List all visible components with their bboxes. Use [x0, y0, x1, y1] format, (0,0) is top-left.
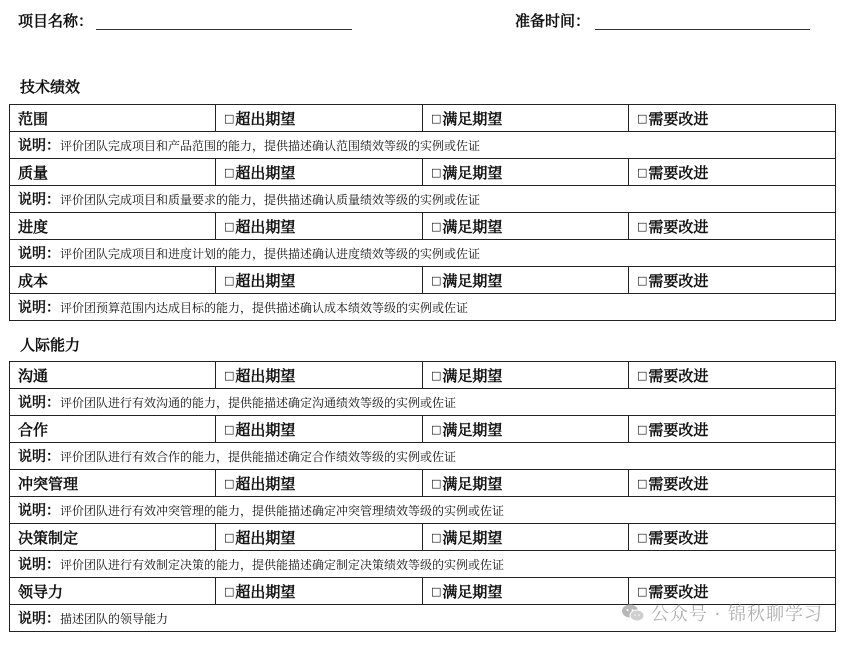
- option-label: 需要改进: [648, 366, 709, 385]
- option-cell: [423, 578, 629, 605]
- project-name-field[interactable]: [96, 29, 352, 30]
- criterion-name-text: 进度: [18, 217, 49, 236]
- description-prefix: 说明：: [18, 395, 60, 411]
- option-cell: [423, 213, 629, 240]
- description-prefix: 说明：: [18, 246, 60, 262]
- meet-expectation-checkbox[interactable]: [431, 473, 502, 494]
- checkbox-icon: □: [431, 368, 442, 382]
- needs-improvement-checkbox[interactable]: [637, 216, 708, 237]
- option-cell: [216, 213, 423, 240]
- checkbox-icon: □: [431, 219, 442, 233]
- rating-row: [10, 362, 836, 389]
- description-cell: [10, 389, 836, 416]
- exceed-expectation-checkbox[interactable]: [224, 216, 295, 237]
- needs-improvement-checkbox[interactable]: [637, 473, 708, 494]
- option-cell: [216, 470, 423, 497]
- description-prefix: 说明：: [18, 611, 60, 627]
- checkbox-icon: □: [637, 368, 648, 382]
- option-cell: [423, 524, 629, 551]
- meet-expectation-checkbox[interactable]: [431, 365, 502, 386]
- needs-improvement-checkbox[interactable]: [637, 162, 708, 183]
- prep-time-label: 准备时间：: [515, 12, 591, 30]
- needs-improvement-checkbox[interactable]: [637, 365, 708, 386]
- needs-improvement-checkbox[interactable]: [637, 581, 708, 602]
- criterion-name-text: 成本: [18, 271, 49, 290]
- description-row: [10, 551, 836, 578]
- meet-expectation-checkbox[interactable]: [431, 216, 502, 237]
- option-label: 需要改进: [648, 109, 709, 128]
- needs-improvement-checkbox[interactable]: [637, 419, 708, 440]
- option-label: 满足期望: [442, 474, 503, 493]
- meet-expectation-checkbox[interactable]: [431, 162, 502, 183]
- option-label: 满足期望: [442, 528, 503, 547]
- criterion-name: [10, 470, 216, 497]
- rating-row: [10, 470, 836, 497]
- option-label: 超出期望: [235, 163, 296, 182]
- description-row: [10, 186, 836, 213]
- description-cell: [10, 186, 836, 213]
- description-text: 评价团队完成项目和产品范围的能力，提供描述确认范围绩效等级的实例或佐证: [60, 139, 481, 153]
- criterion-name-text: 质量: [18, 163, 49, 182]
- option-label: 需要改进: [648, 528, 709, 547]
- option-cell: [216, 159, 423, 186]
- exceed-expectation-checkbox[interactable]: [224, 162, 295, 183]
- meet-expectation-checkbox[interactable]: [431, 108, 502, 129]
- option-cell: [629, 267, 836, 294]
- option-cell: [423, 267, 629, 294]
- meet-expectation-checkbox[interactable]: [431, 270, 502, 291]
- checkbox-icon: □: [637, 273, 648, 287]
- criterion-name: [10, 524, 216, 551]
- checkbox-icon: □: [637, 111, 648, 125]
- option-cell: [423, 362, 629, 389]
- meet-expectation-checkbox[interactable]: [431, 581, 502, 602]
- criterion-name: [10, 416, 216, 443]
- description-text: 评价团队进行有效制定决策的能力，提供能描述确定制定决策绩效等级的实例或佐证: [60, 558, 505, 572]
- checkbox-icon: □: [637, 476, 648, 490]
- description-cell: [10, 551, 836, 578]
- criterion-name-text: 沟通: [18, 366, 49, 385]
- exceed-expectation-checkbox[interactable]: [224, 108, 295, 129]
- option-label: 超出期望: [235, 271, 296, 290]
- description-row: [10, 294, 836, 321]
- description-row: [10, 443, 836, 470]
- description-text: 评价团队进行有效冲突管理的能力，提供能描述确定冲突管理绩效等级的实例或佐证: [60, 504, 505, 518]
- checkbox-icon: □: [431, 584, 442, 598]
- option-label: 满足期望: [442, 217, 503, 236]
- description-cell: [10, 240, 836, 267]
- option-cell: [216, 105, 423, 132]
- section-title-interpersonal: 人际能力: [20, 336, 81, 354]
- checkbox-icon: □: [431, 165, 442, 179]
- checkbox-icon: □: [637, 530, 648, 544]
- option-label: 需要改进: [648, 582, 709, 601]
- needs-improvement-checkbox[interactable]: [637, 108, 708, 129]
- description-text: 评价团队完成项目和质量要求的能力，提供描述确认质量绩效等级的实例或佐证: [60, 193, 481, 207]
- option-label: 超出期望: [235, 217, 296, 236]
- checkbox-icon: □: [431, 111, 442, 125]
- description-prefix: 说明：: [18, 300, 60, 316]
- option-cell: [216, 362, 423, 389]
- description-row: [10, 497, 836, 524]
- option-cell: [423, 470, 629, 497]
- description-cell: [10, 497, 836, 524]
- option-label: 需要改进: [648, 217, 709, 236]
- description-prefix: 说明：: [18, 192, 60, 208]
- checkbox-icon: □: [637, 584, 648, 598]
- checkbox-icon: □: [224, 111, 235, 125]
- option-label: 超出期望: [235, 420, 296, 439]
- meet-expectation-checkbox[interactable]: [431, 527, 502, 548]
- checkbox-icon: □: [224, 584, 235, 598]
- description-text: 评价团预算范围内达成目标的能力，提供描述确认成本绩效等级的实例或佐证: [60, 301, 469, 315]
- exceed-expectation-checkbox[interactable]: [224, 365, 295, 386]
- option-label: 满足期望: [442, 271, 503, 290]
- option-label: 需要改进: [648, 420, 709, 439]
- checkbox-icon: □: [224, 422, 235, 436]
- rating-row: [10, 524, 836, 551]
- description-text: 评价团队完成项目和进度计划的能力，提供描述确认进度绩效等级的实例或佐证: [60, 247, 481, 261]
- criterion-name: [10, 213, 216, 240]
- option-cell: [423, 105, 629, 132]
- checkbox-icon: □: [637, 165, 648, 179]
- option-cell: [629, 213, 836, 240]
- description-row: [10, 132, 836, 159]
- needs-improvement-checkbox[interactable]: [637, 270, 708, 291]
- checkbox-icon: □: [224, 219, 235, 233]
- checkbox-icon: □: [637, 219, 648, 233]
- exceed-expectation-checkbox[interactable]: [224, 270, 295, 291]
- prep-time-field[interactable]: [595, 29, 810, 30]
- description-row: [10, 240, 836, 267]
- criterion-name-text: 领导力: [18, 582, 64, 601]
- checkbox-icon: □: [431, 530, 442, 544]
- option-cell: [216, 524, 423, 551]
- description-prefix: 说明：: [18, 557, 60, 573]
- option-cell: [423, 416, 629, 443]
- checkbox-icon: □: [224, 165, 235, 179]
- checkbox-icon: □: [224, 368, 235, 382]
- meet-expectation-checkbox[interactable]: [431, 419, 502, 440]
- option-label: 满足期望: [442, 163, 503, 182]
- option-label: 超出期望: [235, 109, 296, 128]
- checkbox-icon: □: [431, 273, 442, 287]
- option-cell: [216, 416, 423, 443]
- section-title-technical: 技术绩效: [20, 78, 81, 96]
- description-prefix: 说明：: [18, 503, 60, 519]
- option-cell: [629, 105, 836, 132]
- option-label: 满足期望: [442, 420, 503, 439]
- option-label: 超出期望: [235, 474, 296, 493]
- rating-row: [10, 416, 836, 443]
- option-label: 需要改进: [648, 474, 709, 493]
- exceed-expectation-checkbox[interactable]: [224, 419, 295, 440]
- description-cell: [10, 132, 836, 159]
- description-row: [10, 389, 836, 416]
- wechat-icon: [621, 603, 645, 623]
- option-cell: [629, 159, 836, 186]
- option-label: 满足期望: [442, 582, 503, 601]
- criterion-name: [10, 267, 216, 294]
- project-name-label: 项目名称：: [18, 12, 94, 30]
- description-text: 描述团队的领导能力: [60, 612, 169, 626]
- description-cell: [10, 443, 836, 470]
- checkbox-icon: □: [637, 422, 648, 436]
- interpersonal-skills-table: [9, 361, 836, 632]
- criterion-name-text: 范围: [18, 109, 49, 128]
- rating-row: [10, 267, 836, 294]
- description-text: 评价团队进行有效合作的能力，提供能描述确定合作绩效等级的实例或佐证: [60, 450, 457, 464]
- checkbox-icon: □: [224, 530, 235, 544]
- checkbox-icon: □: [431, 476, 442, 490]
- option-cell: [629, 362, 836, 389]
- exceed-expectation-checkbox[interactable]: [224, 527, 295, 548]
- exceed-expectation-checkbox[interactable]: [224, 581, 295, 602]
- option-label: 超出期望: [235, 528, 296, 547]
- option-label: 需要改进: [648, 271, 709, 290]
- checkbox-icon: □: [431, 422, 442, 436]
- option-label: 满足期望: [442, 109, 503, 128]
- description-prefix: 说明：: [18, 449, 60, 465]
- option-cell: [629, 470, 836, 497]
- watermark: [621, 600, 823, 626]
- rating-row: [10, 159, 836, 186]
- option-cell: [216, 267, 423, 294]
- option-cell: [216, 578, 423, 605]
- checkbox-icon: □: [224, 476, 235, 490]
- option-label: 超出期望: [235, 366, 296, 385]
- watermark-text: 公众号 · 锦秋聊学习: [650, 604, 823, 625]
- option-cell: [629, 524, 836, 551]
- criterion-name: [10, 105, 216, 132]
- option-label: 满足期望: [442, 366, 503, 385]
- option-label: 超出期望: [235, 582, 296, 601]
- description-text: 评价团队进行有效沟通的能力，提供能描述确定沟通绩效等级的实例或佐证: [60, 396, 457, 410]
- description-cell: [10, 294, 836, 321]
- rating-row: [10, 213, 836, 240]
- technical-performance-table: [9, 104, 836, 321]
- criterion-name-text: 冲突管理: [18, 474, 79, 493]
- option-cell: [629, 416, 836, 443]
- option-label: 需要改进: [648, 163, 709, 182]
- exceed-expectation-checkbox[interactable]: [224, 473, 295, 494]
- criterion-name-text: 合作: [18, 420, 49, 439]
- needs-improvement-checkbox[interactable]: [637, 527, 708, 548]
- rating-row: [10, 105, 836, 132]
- criterion-name-text: 决策制定: [18, 528, 79, 547]
- option-cell: [423, 159, 629, 186]
- criterion-name: [10, 362, 216, 389]
- checkbox-icon: □: [224, 273, 235, 287]
- criterion-name: [10, 578, 216, 605]
- description-prefix: 说明：: [18, 138, 60, 154]
- criterion-name: [10, 159, 216, 186]
